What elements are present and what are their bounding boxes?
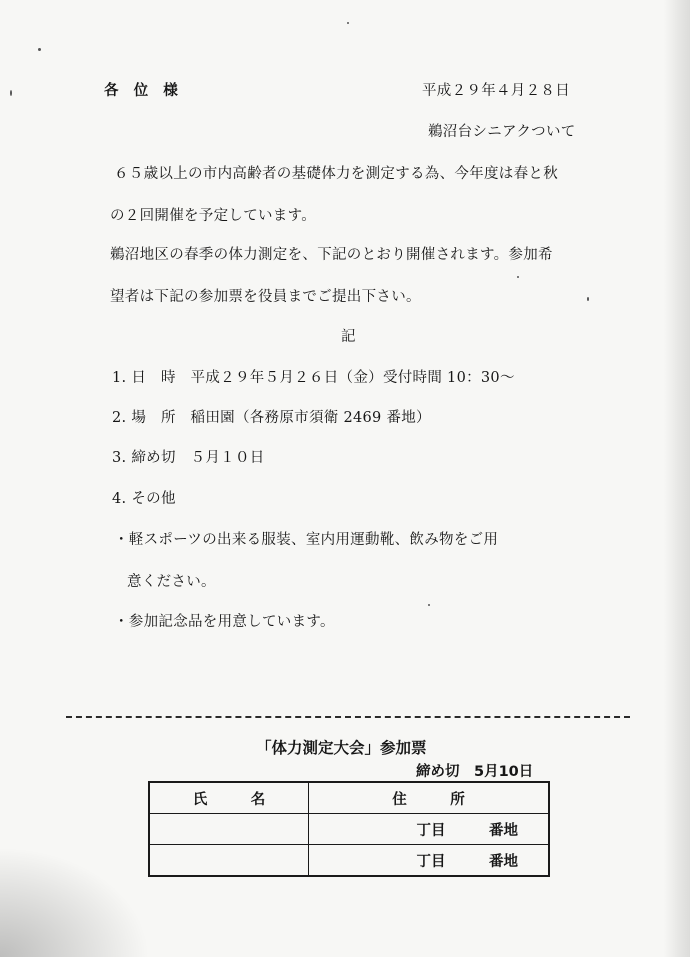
scan-speck	[38, 48, 41, 51]
table-row	[149, 845, 549, 877]
item-other: 4. その他	[112, 491, 176, 507]
addressee: 各 位 様	[104, 82, 178, 99]
address-column-header: 住 所	[309, 782, 550, 814]
form-title: 「体力測定大会」参加票	[256, 739, 427, 757]
entry-form-table	[148, 781, 550, 877]
item-deadline: 3. 締め切 ５月１０日	[112, 450, 265, 466]
table-header-row	[149, 782, 549, 814]
address-field[interactable]: 丁目 番地	[309, 845, 550, 877]
note-clothing-cont: 意ください。	[127, 574, 216, 590]
scan-speck	[10, 90, 12, 96]
body-line: の２回開催を予定しています。	[110, 208, 317, 224]
scan-speck	[428, 604, 430, 606]
body-line: 鵜沼地区の春季の体力測定を、下記のとおり開催されます。参加希	[110, 247, 553, 263]
scan-speck	[347, 22, 349, 24]
sender: 鵜沼台シニアクついて	[428, 124, 576, 140]
scan-speck	[587, 297, 589, 301]
scan-speck	[517, 276, 519, 278]
form-deadline: 締め切 5月10日	[416, 764, 534, 780]
address-field[interactable]: 丁目 番地	[309, 814, 550, 845]
cut-line	[66, 716, 630, 718]
note-clothing: ・軽スポーツの出来る服装、室内用運動靴、飲み物をご用	[114, 532, 499, 548]
ki-heading: 記	[341, 329, 356, 345]
item-venue: 2. 場 所 稲田園（各務原市須衛 2469 番地）	[112, 410, 431, 426]
table-row	[149, 814, 549, 845]
name-field[interactable]	[149, 814, 309, 845]
body-line: ６５歳以上の市内高齢者の基礎体力を測定する為、今年度は春と秋	[114, 166, 558, 182]
item-datetime: 1. 日 時 平成２９年５月２６日（金）受付時間 10：30～	[112, 370, 515, 386]
page-edge-shadow	[664, 0, 690, 957]
document-date: 平成２９年４月２８日	[422, 83, 570, 99]
body-line: 望者は下記の参加票を役員までご提出下さい。	[110, 289, 421, 305]
name-field[interactable]	[149, 845, 309, 877]
name-column-header: 氏 名	[149, 782, 309, 814]
note-gift: ・参加記念品を用意しています。	[114, 614, 335, 630]
scan-shading	[0, 847, 150, 957]
